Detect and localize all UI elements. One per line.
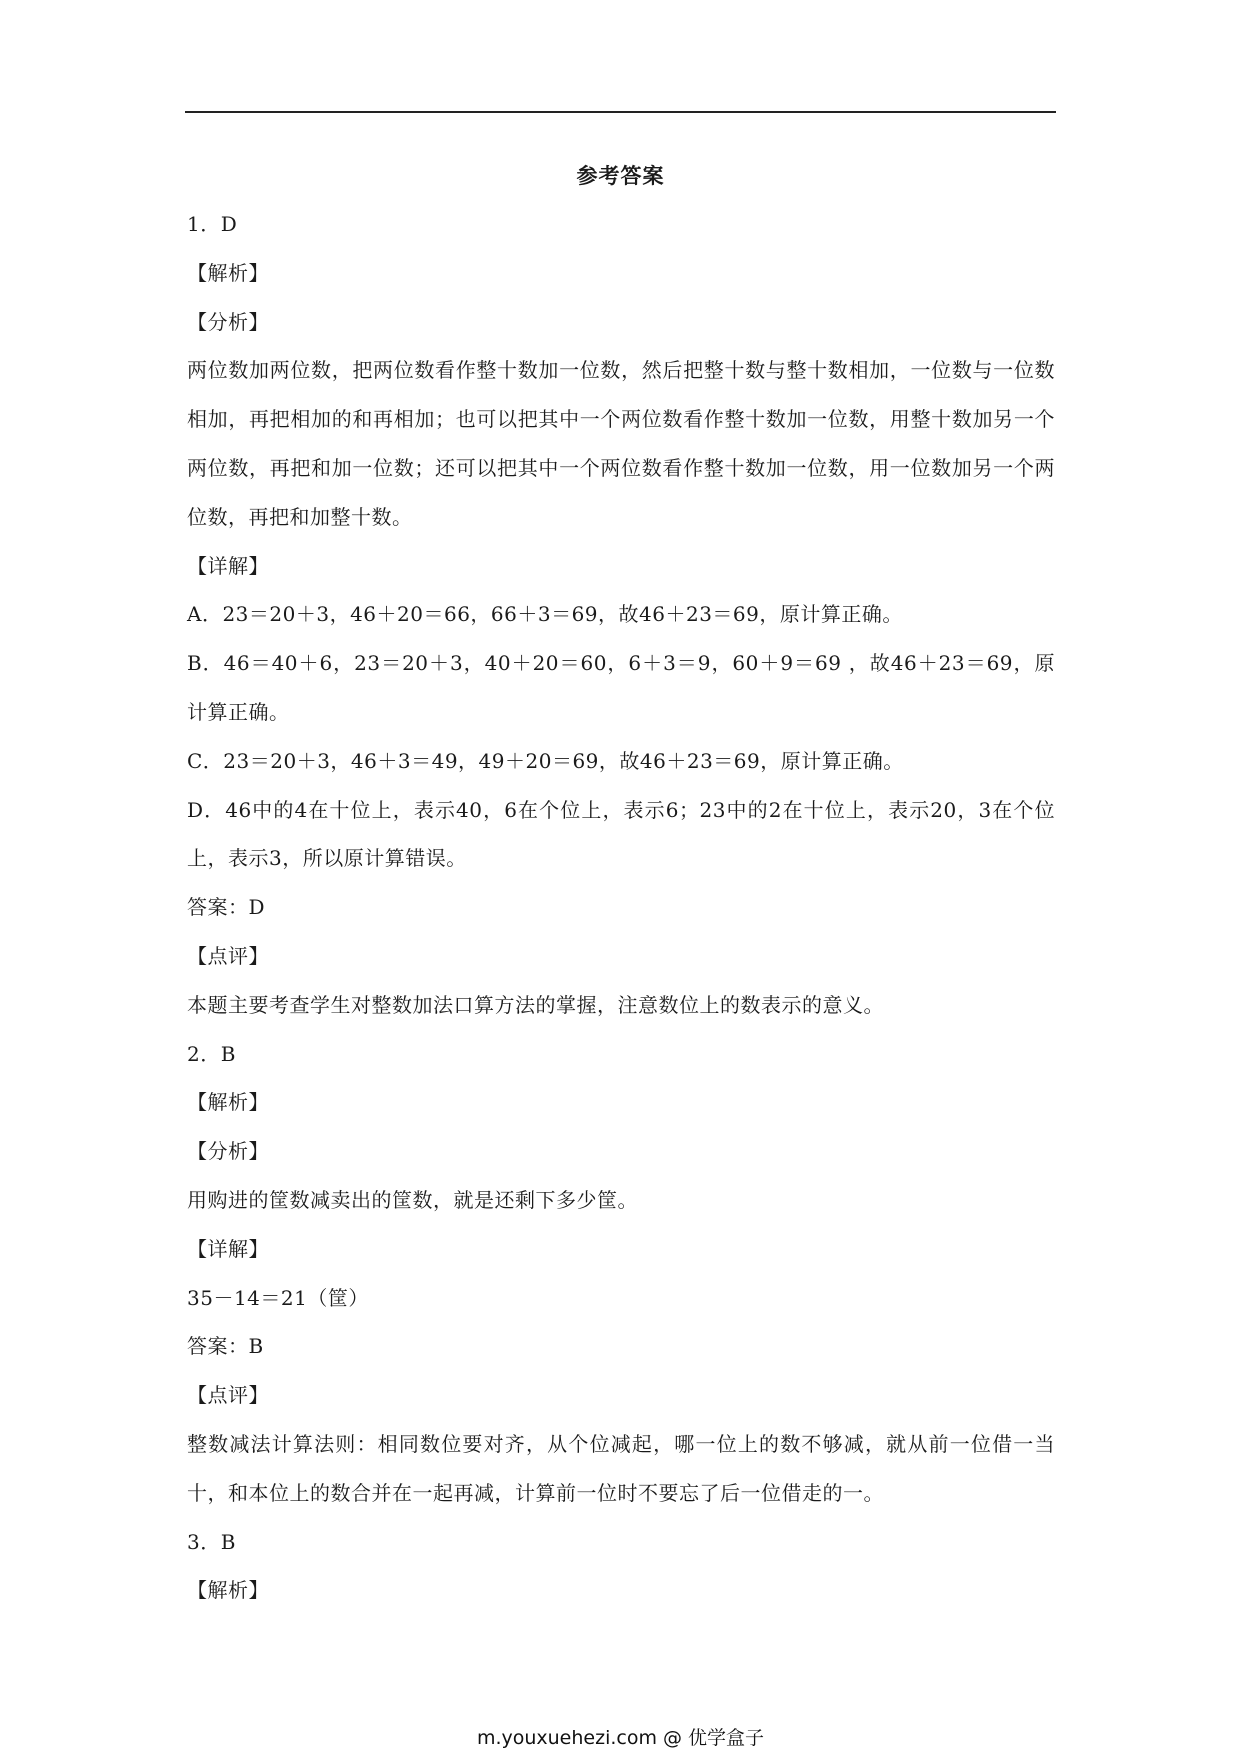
q3-jiexi-heading: 【解析】 <box>187 1578 269 1603</box>
q1-option-a: A．23＝20＋3，46＋20＝66，66＋3＝69，故46＋23＝69，原计算正确。 <box>187 602 903 627</box>
q2-fenxi-text: 用购进的筐数减卖出的筐数，就是还剩下多少筐。 <box>187 1187 638 1212</box>
q2-calc: 35－14＝21（筐） <box>187 1285 369 1310</box>
q3-answer: 3．B <box>187 1529 236 1554</box>
page-footer: m.youxuehezi.com @ 优学盒子 <box>476 1727 765 1749</box>
q2-fenxi-heading: 【分析】 <box>187 1139 269 1164</box>
q2-dianping-text: 整数减法计算法则：相同数位要对齐，从个位减起，哪一位上的数不够减，就从前一位借一当十，和本位上的数合并在一起再减，计算前一位时不要忘了后一位借走的一。 <box>187 1431 1055 1505</box>
q1-dianping-text: 本题主要考查学生对整数加法口算方法的掌握，注意数位上的数表示的意义。 <box>187 992 884 1017</box>
q1-option-b: B．46＝40＋6，23＝20＋3，40＋20＝60，6＋3＝9，60＋9＝69 ，故46＋23＝69，原计算正确。 <box>187 651 1055 724</box>
q2-answer: 2．B <box>187 1041 236 1066</box>
q1-fenxi-heading: 【分析】 <box>187 309 269 334</box>
header-rule <box>185 111 1056 113</box>
q1-answer: 1．D <box>187 212 238 236</box>
q2-xiangjie-heading: 【详解】 <box>187 1236 269 1261</box>
q1-dianping-heading: 【点评】 <box>187 943 269 968</box>
q1-option-d: D．46中的4在十位上，表示40，6在个位上，表示6；23中的2在十位上，表示20，3在个位上，表示3，所以原计算错误。 <box>187 797 1055 871</box>
q2-dianping-heading: 【点评】 <box>187 1383 269 1408</box>
q1-fenxi-text: 两位数加两位数，把两位数看作整十数加一位数，然后把整十数与整十数相加，一位数与一位数相加，再把相加的和再相加；也可以把其中一个两位数看作整十数加一位数，用整十数加另一个两位数，再把和加一位数；还可以把其中一个两位数看作整十数加一位数，用一位数加另一个两位数，再把和加整十数。 <box>187 358 1055 529</box>
page-title: 参考答案 <box>576 163 665 188</box>
q1-jiexi-heading: 【解析】 <box>187 260 269 285</box>
q1-xiangjie-heading: 【详解】 <box>187 553 269 578</box>
answer-content <box>187 208 1055 1623</box>
q1-option-c: C．23＝20＋3，46＋3＝49，49＋20＝69，故46＋23＝69，原计算正确。 <box>187 748 904 773</box>
q1-daan: 答案：D <box>187 895 266 920</box>
q2-jiexi-heading: 【解析】 <box>187 1090 269 1115</box>
q2-daan: 答案：B <box>187 1334 264 1359</box>
